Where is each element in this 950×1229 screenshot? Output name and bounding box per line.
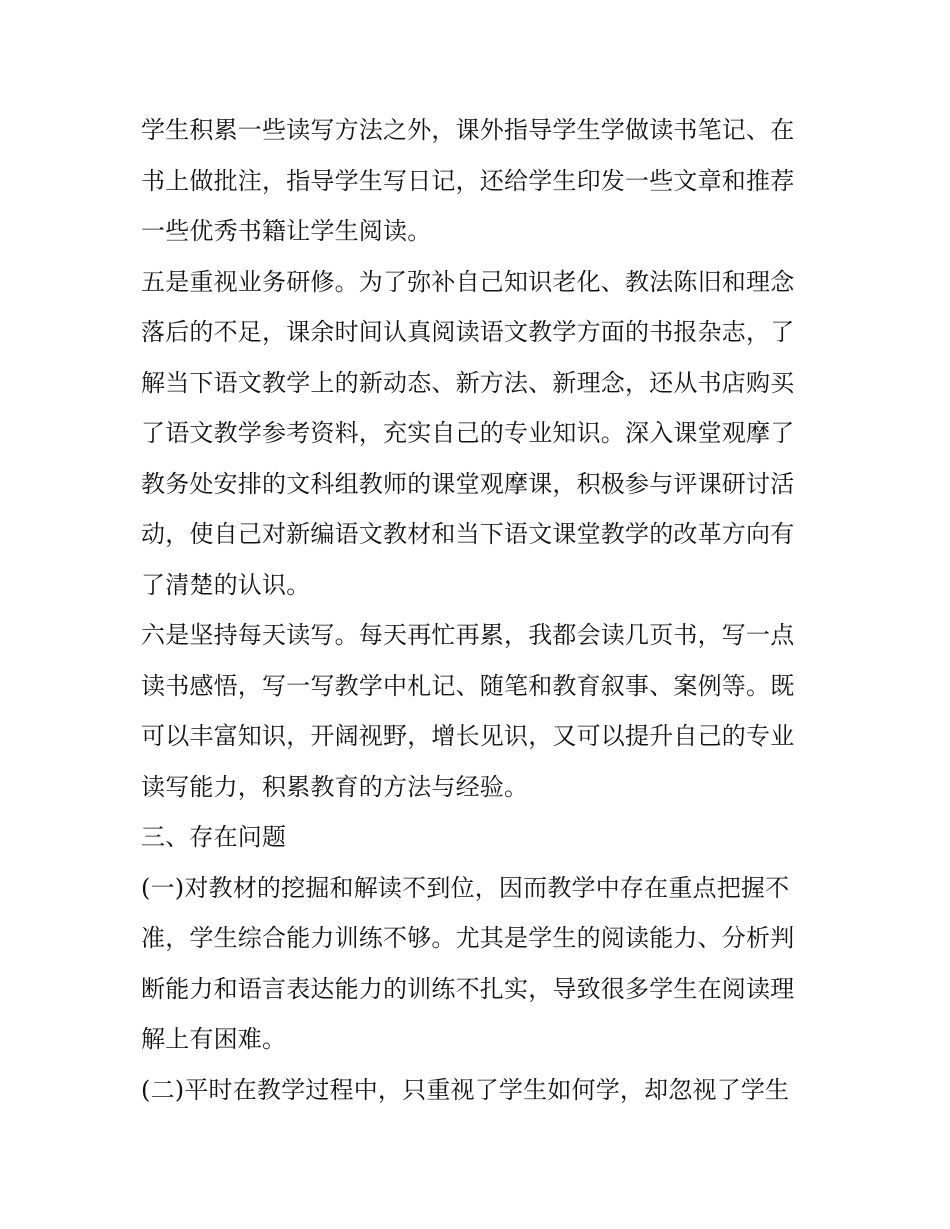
text-line-11: 六是坚持每天读写。每天再忙再累，我都会读几页书，写一点 (141, 621, 795, 649)
text-line-19: 解上有困难。 (141, 1025, 287, 1053)
text-line-14: 读写能力，积累教育的方法与经验。 (141, 772, 529, 801)
text-line-3: 一些优秀书籍让学生阅读。 (141, 217, 432, 245)
text-line-9: 动，使自己对新编语文教材和当下语文课堂教学的改革方向有 (141, 520, 795, 548)
text-line-18: 断能力和语言表达能力的训练不扎实，导致很多学生在阅读理 (141, 974, 795, 1003)
text-line-13: 可以丰富知识，开阔视野，增长见识，又可以提升自己的专业 (141, 722, 795, 750)
text-line-16: (一)对教材的挖掘和解读不到位，因而教学中存在重点把握不 (141, 873, 790, 902)
text-line-20: (二)平时在教学过程中，只重视了学生如何学，却忽视了学生 (141, 1075, 790, 1104)
text-line-5: 落后的不足，课余时间认真阅读语文教学方面的书报杂志，了 (141, 318, 795, 346)
text-line-6: 解当下语文教学上的新动态、新方法、新理念，还从书店购买 (141, 368, 795, 397)
document-body (141, 105, 821, 1115)
text-line-12: 读书感悟，写一写教学中札记、随笔和教育叙事、案例等。既 (141, 671, 795, 700)
text-line-4: 五是重视业务研修。为了弥补自己知识老化、教法陈旧和理念 (141, 267, 795, 296)
text-line-17: 准，学生综合能力训练不够。尤其是学生的阅读能力、分析判 (141, 924, 795, 952)
text-line-8: 教务处安排的文科组教师的课堂观摩课，积极参与评课研讨活 (141, 469, 795, 498)
text-line-10: 了清楚的认识。 (141, 570, 311, 599)
text-line-7: 了语文教学参考资料，充实自己的专业知识。深入课堂观摩了 (141, 419, 795, 447)
text-line-2: 书上做批注，指导学生写日记，还给学生印发一些文章和推荐 (141, 166, 795, 195)
text-line-1: 学生积累一些读写方法之外，课外指导学生学做读书笔记、在 (141, 116, 795, 144)
section-heading: 三、存在问题 (141, 823, 287, 851)
